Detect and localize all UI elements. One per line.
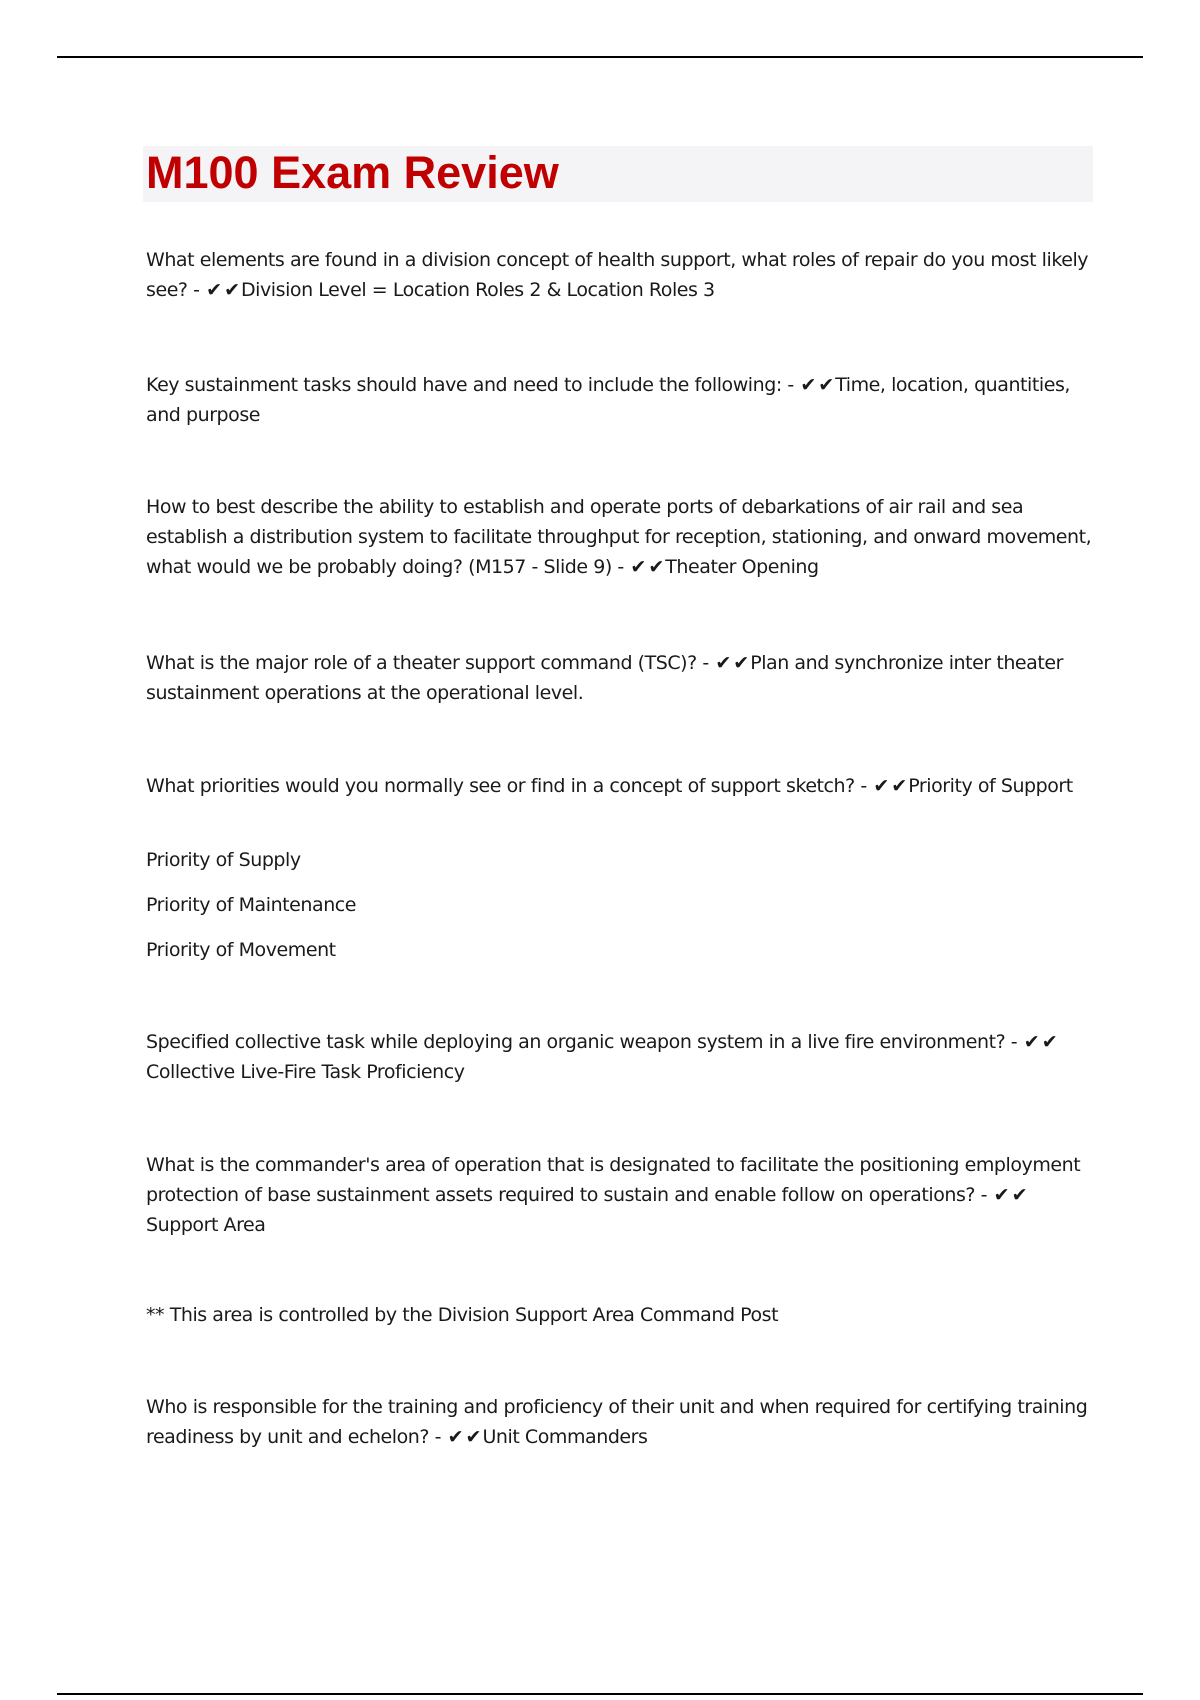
- question-text: What priorities would you normally see or find in a concept of support sketch? -: [146, 775, 867, 797]
- priority-line: Priority of Maintenance: [146, 894, 357, 916]
- check-mark-icon: ✔: [873, 775, 890, 797]
- top-rule: [57, 56, 1143, 58]
- question-text: What elements are found in a division concept of health support, what roles of repair do you most likely see? -: [146, 249, 1089, 301]
- question-text: What is the major role of a theater support command (TSC)? -: [146, 652, 709, 674]
- check-mark-icon: ✔: [630, 556, 647, 578]
- check-mark-icon: ✔: [224, 279, 240, 301]
- qa-entry: [146, 1027, 1094, 1087]
- check-mark-icon: ✔: [648, 556, 665, 578]
- question-text: What is the commander's area of operation that is designated to facilitate the positioning employment protection of base sustainment assets required to sustain and enable follow on operations? -: [146, 1154, 1081, 1206]
- check-mark-icon: ✔: [891, 775, 908, 797]
- check-mark-icon: ✔: [206, 279, 223, 301]
- note-text: ** This area is controlled by the Division Support Area Command Post: [146, 1304, 779, 1326]
- answer-text: Unit Commanders: [482, 1426, 648, 1448]
- qa-entry: [146, 771, 1094, 801]
- qa-entry: [146, 370, 1094, 430]
- question-text: Specified collective task while deploying an organic weapon system in a live fire environment? -: [146, 1031, 1018, 1053]
- answer-text: Division Level = Location Roles 2 & Location Roles 3: [241, 279, 715, 301]
- check-mark-icon: ✔: [1023, 1031, 1040, 1053]
- qa-entry: [146, 1150, 1094, 1240]
- qa-entry: [146, 1392, 1094, 1452]
- priority-line: Priority of Supply: [146, 849, 301, 871]
- qa-entry: [146, 648, 1094, 708]
- check-mark-icon: ✔: [818, 374, 835, 396]
- qa-entry: [146, 492, 1094, 582]
- question-text: How to best describe the ability to establish and operate ports of debarkations of air rail and sea establish a distribution system to facilitate throughput for reception, stationing, and onward movement, what would we be probably doing? (M157 - Slide 9) -: [146, 496, 1092, 578]
- check-mark-icon: ✔: [447, 1426, 464, 1448]
- qa-entry: [146, 245, 1094, 305]
- answer-text: Priority of Support: [908, 775, 1073, 797]
- question-text: Who is responsible for the training and proficiency of their unit and when required for certifying training readiness by unit and echelon? -: [146, 1396, 1088, 1448]
- page-title: M100 Exam Review: [146, 147, 559, 198]
- check-mark-icon: ✔: [1011, 1184, 1028, 1206]
- answer-text: Theater Opening: [665, 556, 819, 578]
- bottom-rule: [57, 1693, 1143, 1695]
- check-mark-icon: ✔: [733, 652, 750, 674]
- answer-text: Time, location, quantities, and purpose: [146, 374, 1070, 426]
- answer-text: Collective Live-Fire Task Proficiency: [146, 1061, 465, 1083]
- question-text: Key sustainment tasks should have and need to include the following: -: [146, 374, 794, 396]
- answer-text: Support Area: [146, 1214, 266, 1236]
- check-mark-icon: ✔: [993, 1184, 1010, 1206]
- check-mark-icon: ✔: [800, 374, 817, 396]
- check-mark-icon: ✔: [715, 652, 732, 674]
- check-mark-icon: ✔: [1041, 1031, 1058, 1053]
- priority-line: Priority of Movement: [146, 939, 336, 961]
- answer-text: Plan and synchronize inter theater sustainment operations at the operational level.: [146, 652, 1063, 704]
- check-mark-icon: ✔: [465, 1426, 482, 1448]
